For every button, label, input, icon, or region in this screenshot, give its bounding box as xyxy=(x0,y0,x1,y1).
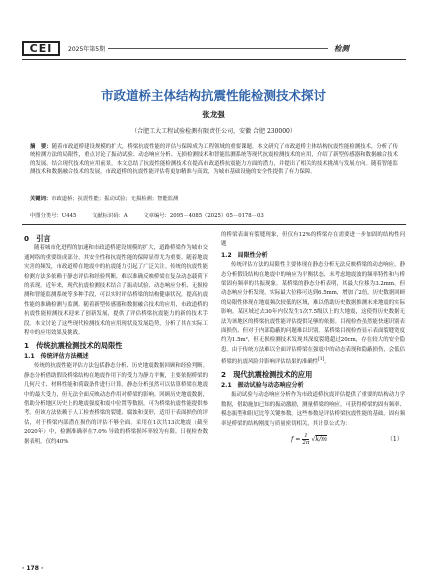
keywords xyxy=(30,194,398,202)
section-tag: 检测 xyxy=(334,44,349,53)
heading-section-2: 2 现代抗震检测技术的应用 xyxy=(221,370,313,380)
separator-rule xyxy=(22,224,406,225)
abstract xyxy=(30,143,398,177)
formula-1 xyxy=(221,429,405,451)
article-number: 文章编号：2095－4085（2025）05－0178－03 xyxy=(143,213,264,219)
issue-label: 2025年第5期 xyxy=(68,46,106,53)
paragraph-traditional-methods: 传统的抗震性能评估方法包括静态分析、历史地震数据回顾和经验判断。静态分析借助假设桥梁结构在地震作用下的受力为静力平衡，主要依据桥梁的几何尺寸、材料性能和荷载条件进行计算。静态分析虽然可以估算桥梁在地震中的最大受力，但无法全面反映动态作用对桥梁的影响。回顾历史地震数据，借助分析地区历史上的地震强度和震中位置等数据，可为桥梁抗震性能提供参考。但该方法依赖于人工检查桥梁的裂缝、腐蚀和变形，适用于表面损伤的评估，对于桥梁内部潜在损伤的评估不够全面。采用在1次共13次地震（截至2020年）中，检测准确率在7.0% 导致的桥梁损坏率较为有限。日视检查数据表明，仅约40% xyxy=(24,363,208,445)
formula-lhs: f = xyxy=(291,435,301,443)
formula-numerator: 1 xyxy=(304,432,308,439)
header-bottom-rule xyxy=(22,59,406,60)
paragraph-continued: 的桥梁表面有裂缝现象，但仅有12%的桥梁存在需要进一步加固的结构性问题 xyxy=(221,232,405,248)
article-title: 市政道桥主体结构抗震性能检测技术探讨 xyxy=(100,88,326,103)
paragraph-limitations: 传统评估方法的局限性主要体现在静态分析无法反映桥梁的动态响应，静态分析假设结构在地震中的响应为平衡状态，未考虑地震波的频率特性和与桥梁固有频率的共振现象。某桥梁的静态分析表明，其最大位移为3.2mm，但动态响应分析发现，实际最大位移可达到6.5mm，增加了2倍。历史数据回顾的局限性体现在地震频次较低的区域，难以借助历史数据推测未来地震的实际影响。某区域过去30年内仅发生1次7.5级以上的大地震，这使得历史数据无法为该地区的桥梁抗震性能评估提供足够的依据。目视检查虽然能快速识别表面损伤，但对于内部隐蔽的问题难以识别。某桥梁目视检查显示表面裂缝宽度约为1.5m²，但无损检测技术发现其深度裂缝超过20cm，存在较大的安全隐患。由于传统方法难以全面评估桥梁在强震中的动态表现和隐蔽损伤，会低估桥梁的抗震风险并影响评估结果的准确性[1]。 xyxy=(221,262,405,366)
heading-section-1-1: 1.1 传统评估方法概述 xyxy=(24,352,89,360)
formula-expression xyxy=(291,433,327,446)
heading-section-2-1: 2.1 振动试验与动态响应分析 xyxy=(221,381,304,389)
right-column xyxy=(221,231,405,451)
reference-mark: [1] xyxy=(318,357,325,363)
keywords-text: 市政道桥；抗震性能；振动试验；无损检测；智能监测 xyxy=(51,196,179,202)
limitations-text: 传统评估方法的局限性主要体现在静态分析无法反映桥梁的动态响应，静态分析假设结构在地震中的响应为平衡状态，未考虑地震波的频率特性和与桥梁固有频率的共振现象。某桥梁的静态分析表明，其最大位移为3.2mm，但动态响应分析发现，实际最大位移可达到6.5mm，增加了2倍。历史数据回顾的局限性体现在地震频次较低的区域，难以借助历史数据推测未来地震的实际影响。某区域过去30年内仅发生1次7.5级以上的大地震，这使得历史数据无法为该地区的桥梁抗震性能评估提供足够的依据。目视检查虽然能快速识别表面损伤，但对于内部隐蔽的问题难以识别。某桥梁目视检查显示表面裂缝宽度约为1.5m²，但无损检测技术发现其深度裂缝超过20cm，存在较大的安全隐患。由于传统方法难以全面评估桥梁在强震中的动态表现和隐蔽损伤，会低估桥梁的抗震风险并影响评估结果的准确性 xyxy=(221,262,405,366)
header-rule xyxy=(108,48,328,49)
sqrt-icon: √ xyxy=(311,435,316,443)
page-number: · 178 · xyxy=(22,565,44,572)
page-header xyxy=(0,0,427,60)
paragraph-vibration-test: 振动试验与动态响应分析作为市政道桥抗震评估提供了重要的结构动力学数据，借助施加已知的振动激励，测量桥梁的响应，可获得桥梁的固有频率、模态振型和阻尼比等关键参数。这些参数是评估桥梁抗震性能的基础。固有频率是桥梁的结构刚度与质量密切相关，其计算公式为： xyxy=(221,392,405,427)
keywords-label: 关键词： xyxy=(30,196,52,202)
journal-logo: CEI xyxy=(22,41,60,56)
article-affiliation: （合肥工大工程试验检测有限责任公司，安徽 合肥 230000） xyxy=(131,128,296,135)
formula-number: （1） xyxy=(386,435,403,443)
heading-section-1-2: 1.2 局限性分析 xyxy=(221,251,268,259)
formula-fraction xyxy=(302,433,309,446)
article-author: 张龙强 xyxy=(202,110,225,119)
heading-section-1: 1 传统抗震检测技术的局限性 xyxy=(24,341,123,351)
left-column xyxy=(24,231,208,447)
paragraph-intro: 随着城市化进程的加速和市政道桥建设规模的扩大，道路桥梁作为城市交通网络的重要组成部分，其安全性和抗震性能的保障显得尤为重要。随着地震灾害的频发，市政道桥在地震中的抗震能力引起了广泛关注。传统的抗震性能检测方法多依赖于静态评估和经验判断，难以准确反映桥梁在复杂动态载荷下的表现。近年来，现代抗震检测技术结合了振动试验、动态响应分析、无损检测和智能监测系统等多种手段，可以实时评估桥梁的结构健康状况，提高抗震性能的准确检测与监测。随着新型传感器和数据融合技术的应用，市政道桥的抗震性能检测技术迎来了创新发展，提供了评估桥梁抗震能力的新的技术手段。本文讨论了这些现代检测技术的应用现状及发展趋势，分析了其在实际工程中的应用效果及挑战。 xyxy=(24,245,208,337)
classification-line xyxy=(30,211,400,219)
doc-code: 文献标识码：A xyxy=(92,213,128,219)
abstract-label: 摘 要： xyxy=(30,144,52,150)
abstract-text: 随着市政道桥建设规模的扩大，桥梁抗震性能的评估与保障成为工程领域的重要课题。本文研究了市政道桥主体结构抗震性能检测技术，分析了传统检测方法的局限性，重点讨论了振动试验、动态响应分析、无损检测技术和智能监测系统等现代抗震检测技术的应用，介绍了新型传感器和数据融合技术的发展。结合现代技术的应用前景，本文总结了抗震性能检测技术在提高市政道桥抗震能力方面的潜力，并提出了相关的技术挑战与发展方向。随着智能监测技术和数据融合技术的发展，市政道桥的抗震性能评估将更加精准与高效，为城市基础设施的安全性提供了有力保障。 xyxy=(30,144,398,176)
formula-denominator: 2π xyxy=(302,439,310,446)
formula-radicand: k/m xyxy=(315,435,328,443)
clc-number: 中图分类号：U445 xyxy=(30,213,77,219)
heading-intro: 0 引言 xyxy=(24,234,51,243)
